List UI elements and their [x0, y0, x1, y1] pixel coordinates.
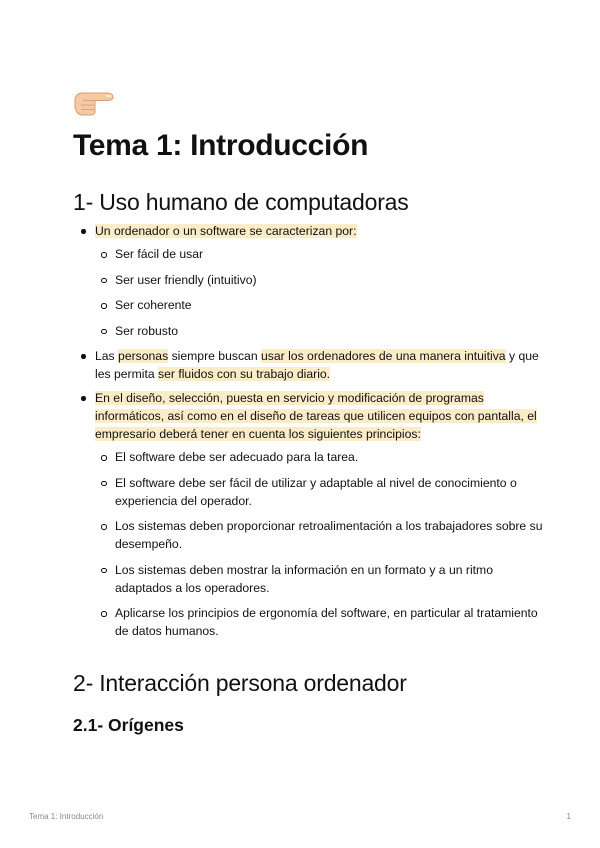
- list-item: [73, 389, 543, 640]
- footer-doc-title: Tema 1: Introducción: [29, 812, 104, 821]
- section-heading-2: 2- Interacción persona ordenador: [73, 670, 407, 696]
- bullet-highlight: ser fluidos con su trabajo diario.: [158, 367, 331, 381]
- sub-list-item: El software debe ser fácil de utilizar y adaptable al nivel de conocimiento o experiencia del operador.: [95, 474, 543, 510]
- bullet-highlight: usar los ordenadores de una manera intuitiva: [261, 349, 506, 363]
- list-item: [73, 222, 543, 340]
- sub-list: [95, 245, 543, 340]
- subsection-heading: 2.1- Orígenes: [73, 715, 184, 735]
- sub-list-item: Los sistemas deben mostrar la información en un formato y a un ritmo adaptados a los operadores.: [95, 561, 543, 597]
- sub-list-item: Los sistemas deben proporcionar retroalimentación a los trabajadores sobre su desempeño.: [95, 517, 543, 553]
- sub-list-item: Ser user friendly (intuitivo): [95, 271, 543, 289]
- bullet-text-part: y que les permita: [95, 349, 539, 381]
- sub-list-item: Ser fácil de usar: [95, 245, 543, 263]
- bullet-text: Un ordenador o un software se caracterizan por:: [95, 224, 357, 238]
- list-item: [73, 347, 543, 383]
- sub-list-item: El software debe ser adecuado para la tarea.: [95, 448, 543, 466]
- sub-list: [95, 448, 543, 640]
- bullet-text-part: Las: [95, 349, 119, 363]
- bullet-text: En el diseño, selección, puesta en servicio y modificación de programas informáticos, así como en el diseño de tareas que utilicen equipos con pantalla, el empresario deberá tener en cuenta los siguientes principios:: [95, 391, 537, 441]
- sub-list-item: Aplicarse los principios de ergonomía del software, en particular al tratamiento de datos humanos.: [95, 604, 543, 640]
- bullet-list: [73, 222, 543, 648]
- sub-list-item: Ser coherente: [95, 296, 543, 314]
- sub-list-item: Ser robusto: [95, 322, 543, 340]
- page-title: Tema 1: Introducción: [73, 129, 369, 162]
- section-heading-1: 1- Uso humano de computadoras: [73, 189, 409, 215]
- bullet-highlight: personas: [118, 349, 169, 363]
- bullet-text-part: siempre buscan: [168, 349, 261, 363]
- page-number: 1: [566, 812, 571, 821]
- pointing-right-hand-icon: [73, 86, 117, 116]
